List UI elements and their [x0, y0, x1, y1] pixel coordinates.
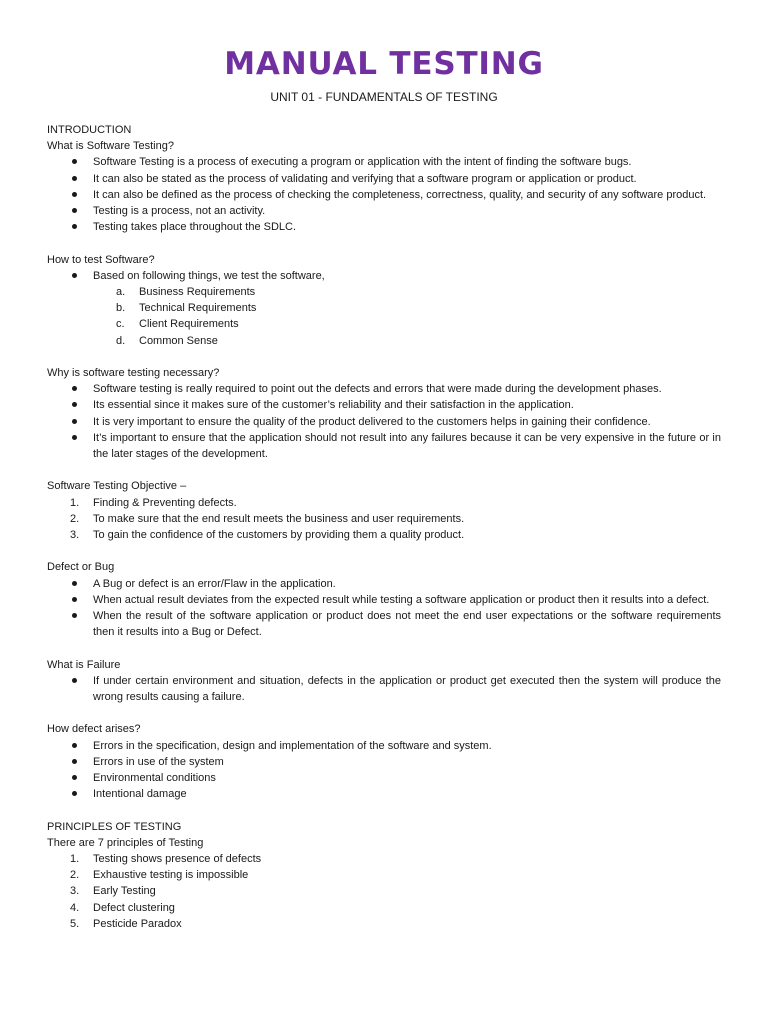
list-item: If under certain environment and situation, defects in the application or product get executed then the system will produce the wrong results causing a failure.	[47, 673, 721, 705]
list-item-text: Exhaustive testing is impossible	[93, 869, 249, 882]
list-item: Software testing is really required to point out the defects and errors that were made during the development phases.	[47, 381, 721, 397]
section-heading-defect-arises: How defect arises?	[47, 723, 141, 736]
list-item: It can also be stated as the process of validating and verifying that a software program or application or product.	[47, 171, 721, 187]
list-marker: 1.	[70, 853, 80, 866]
list-item-text: Early Testing	[93, 885, 156, 898]
section-heading-defect-or-bug: Defect or Bug	[47, 561, 115, 574]
list-item: It is very important to ensure the quality of the product delivered to the customers helps in gaining their confidence.	[47, 414, 721, 430]
list-item-text: Finding & Preventing defects.	[93, 496, 237, 509]
list-marker: 1.	[70, 496, 80, 509]
list-marker: b.	[116, 302, 126, 315]
list-item	[47, 284, 721, 300]
list-item: When actual result deviates from the expected result while testing a software application or product then it results into a defect.	[47, 592, 721, 608]
list-item: Intentional damage	[47, 786, 721, 802]
list-item: Errors in the specification, design and implementation of the software and system.	[47, 738, 721, 754]
list-item: Testing takes place throughout the SDLC.	[47, 219, 721, 235]
lettered-list-requirements	[47, 284, 721, 349]
list-marker: c.	[116, 318, 125, 331]
bullet-list-defect-arises	[47, 738, 721, 803]
list-marker: d.	[116, 334, 126, 347]
list-item-text: Technical Requirements	[139, 302, 257, 315]
list-item-text: Client Requirements	[139, 318, 239, 331]
section-heading-principles: PRINCIPLES OF TESTING	[47, 820, 182, 833]
list-item: Software Testing is a process of executing a program or application with the intent of finding the software bugs.	[47, 154, 721, 170]
list-item	[47, 900, 721, 916]
subheading-what-is-software-testing: What is Software Testing?	[47, 140, 174, 153]
list-marker: a.	[116, 286, 126, 299]
list-item-text: Defect clustering	[93, 901, 175, 914]
list-item: It can also be defined as the process of checking the completeness, correctness, quality, and security of any software product.	[47, 187, 721, 203]
unit-subtitle: UNIT 01 - FUNDAMENTALS OF TESTING	[270, 90, 498, 104]
list-item: Environmental conditions	[47, 770, 721, 786]
list-item	[47, 300, 721, 316]
section-heading-failure: What is Failure	[47, 658, 121, 671]
section-heading-objective: Software Testing Objective –	[47, 480, 187, 493]
list-item	[47, 867, 721, 883]
list-item: Testing is a process, not an activity.	[47, 203, 721, 219]
list-item-text: Business Requirements	[139, 286, 256, 299]
list-item: Its essential since it makes sure of the customer’s reliability and their satisfaction in the application.	[47, 397, 721, 413]
list-marker: 3.	[70, 529, 80, 542]
document-title: MANUAL TESTING	[224, 46, 544, 82]
list-item: A Bug or defect is an error/Flaw in the application.	[47, 576, 721, 592]
bullet-list-why-necessary	[47, 381, 721, 462]
list-item: Based on following things, we test the software,	[47, 268, 721, 284]
principles-intro: There are 7 principles of Testing	[47, 836, 204, 849]
list-item: When the result of the software application or product does not meet the end user expectations or the software requirements then it results into a Bug or Defect.	[47, 608, 721, 640]
list-marker: 2.	[70, 512, 80, 525]
list-item	[47, 527, 721, 543]
numbered-list-principles	[47, 851, 721, 932]
list-item: Errors in use of the system	[47, 754, 721, 770]
section-heading-how-to-test: How to test Software?	[47, 253, 155, 266]
list-item	[47, 495, 721, 511]
list-marker: 5.	[70, 917, 80, 930]
list-item-text: To make sure that the end result meets the business and user requirements.	[93, 512, 465, 525]
bullet-list-failure	[47, 673, 721, 705]
list-marker: 4.	[70, 901, 80, 914]
document-body	[47, 122, 721, 932]
list-item-text: Testing shows presence of defects	[93, 853, 262, 866]
list-item	[47, 333, 721, 349]
section-heading-introduction: INTRODUCTION	[47, 124, 132, 136]
bullet-list-software-testing	[47, 154, 721, 235]
bullet-list-defect-or-bug	[47, 576, 721, 641]
list-marker: 3.	[70, 885, 80, 898]
numbered-list-objectives	[47, 495, 721, 544]
section-heading-why-necessary: Why is software testing necessary?	[47, 367, 220, 380]
list-item-text: To gain the confidence of the customers by providing them a quality product.	[93, 529, 465, 542]
list-marker: 2.	[70, 869, 80, 882]
list-item-text: Pesticide Paradox	[93, 917, 182, 930]
list-item: It’s important to ensure that the application should not result into any failures because it can be very expensive in the future or in the later stages of the development.	[47, 430, 721, 462]
list-item	[47, 883, 721, 899]
list-item	[47, 916, 721, 932]
list-item	[47, 316, 721, 332]
list-item	[47, 851, 721, 867]
list-item-text: Common Sense	[139, 334, 218, 347]
list-item	[47, 511, 721, 527]
bullet-list-how-to-test	[47, 268, 721, 284]
